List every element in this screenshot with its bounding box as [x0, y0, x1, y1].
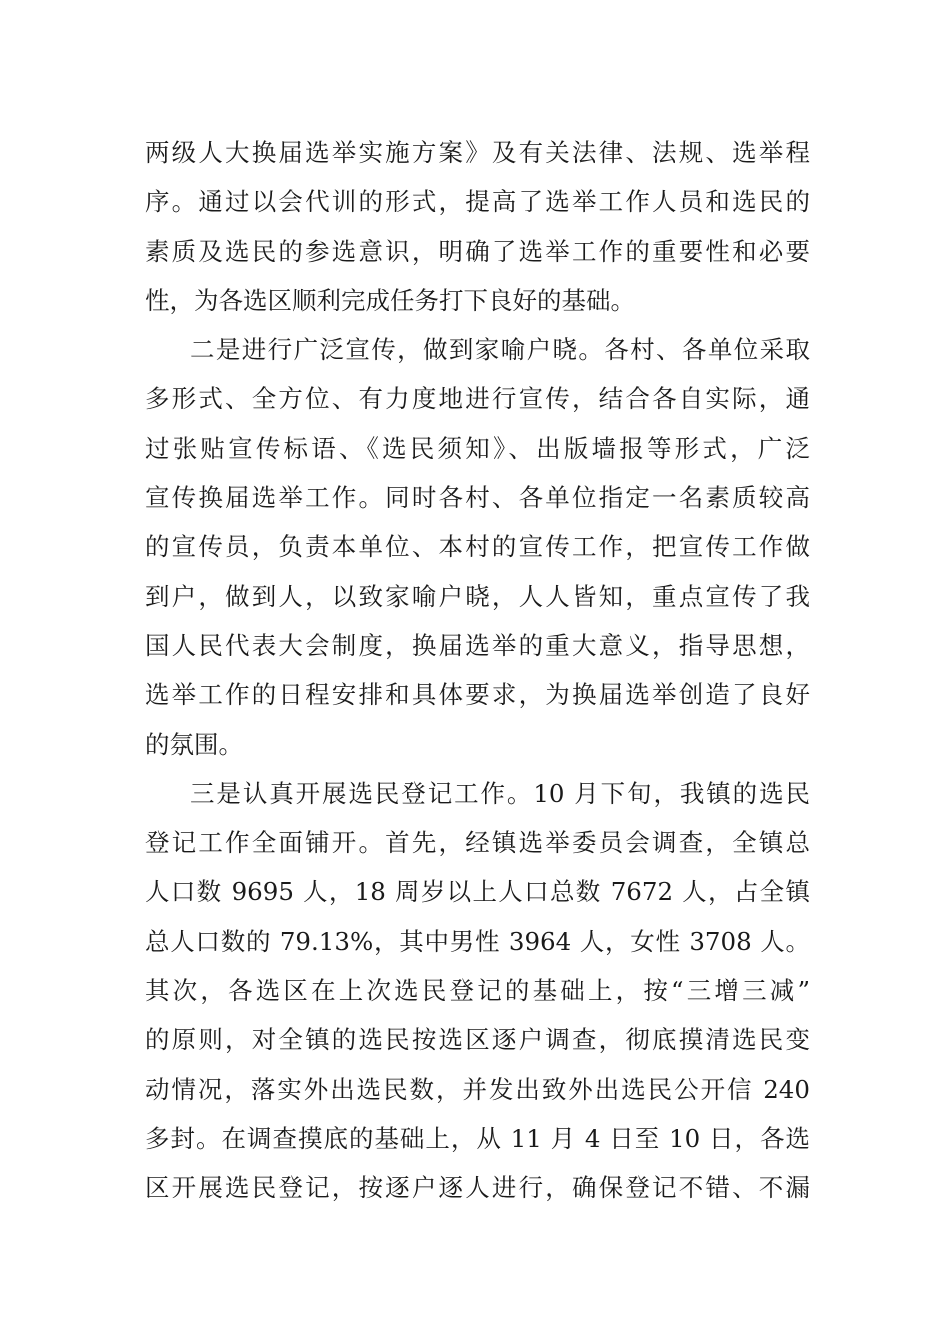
paragraph-3	[145, 769, 810, 1213]
text-line: 二是进行广泛宣传，做到家喻户晓。各村、各单位采取	[190, 335, 810, 365]
paragraph-1	[145, 128, 810, 325]
text-line: 人口数 9695 人，18 周岁以上人口总数 7672 人，占全镇	[145, 877, 810, 907]
text-line: 其次，各选区在上次选民登记的基础上，按“三增三减”	[145, 976, 810, 1006]
text-line: 宣传换届选举工作。同时各村、各单位指定一名素质较高	[145, 483, 810, 513]
text-line: 动情况，落实外出选民数，并发出致外出选民公开信 240	[145, 1074, 810, 1104]
text-line: 的原则，对全镇的选民按选区逐户调查，彻底摸清选民变	[145, 1025, 810, 1055]
text-line: 总人口数的 79.13%，其中男性 3964 人，女性 3708 人。	[145, 926, 810, 956]
text-line: 登记工作全面铺开。首先，经镇选举委员会调查，全镇总	[145, 828, 810, 858]
text-line: 选举工作的日程安排和具体要求，为换届选举创造了良好	[145, 680, 810, 710]
body-text	[145, 128, 810, 1213]
text-line: 过张贴宣传标语、《选民须知》、出版墙报等形式，广泛	[145, 433, 810, 463]
text-line: 三是认真开展选民登记工作。10 月下旬，我镇的选民	[190, 778, 810, 808]
text-line: 的宣传员，负责本单位、本村的宣传工作，把宣传工作做	[145, 532, 810, 562]
text-line: 区开展选民登记，按逐户逐人进行，确保登记不错、不漏	[145, 1173, 810, 1203]
text-line: 国人民代表大会制度，换届选举的重大意义，指导思想，	[145, 630, 810, 660]
text-line: 到户，做到人，以致家喻户晓，人人皆知，重点宣传了我	[145, 581, 810, 611]
text-line: 两级人大换届选举实施方案》及有关法律、法规、选举程	[145, 138, 810, 167]
text-line: 性，为各选区顺利完成任务打下良好的基础。	[145, 285, 635, 315]
text-line: 素质及选民的参选意识，明确了选举工作的重要性和必要	[145, 236, 810, 266]
text-line: 序。通过以会代训的形式，提高了选举工作人员和选民的	[145, 187, 810, 217]
text-line: 多形式、全方位、有力度地进行宣传，结合各自实际，通	[145, 384, 810, 414]
text-line: 多封。在调查摸底的基础上，从 11 月 4 日至 10 日，各选	[145, 1123, 810, 1153]
paragraph-2	[145, 325, 810, 769]
text-line: 的氛围。	[145, 729, 243, 759]
